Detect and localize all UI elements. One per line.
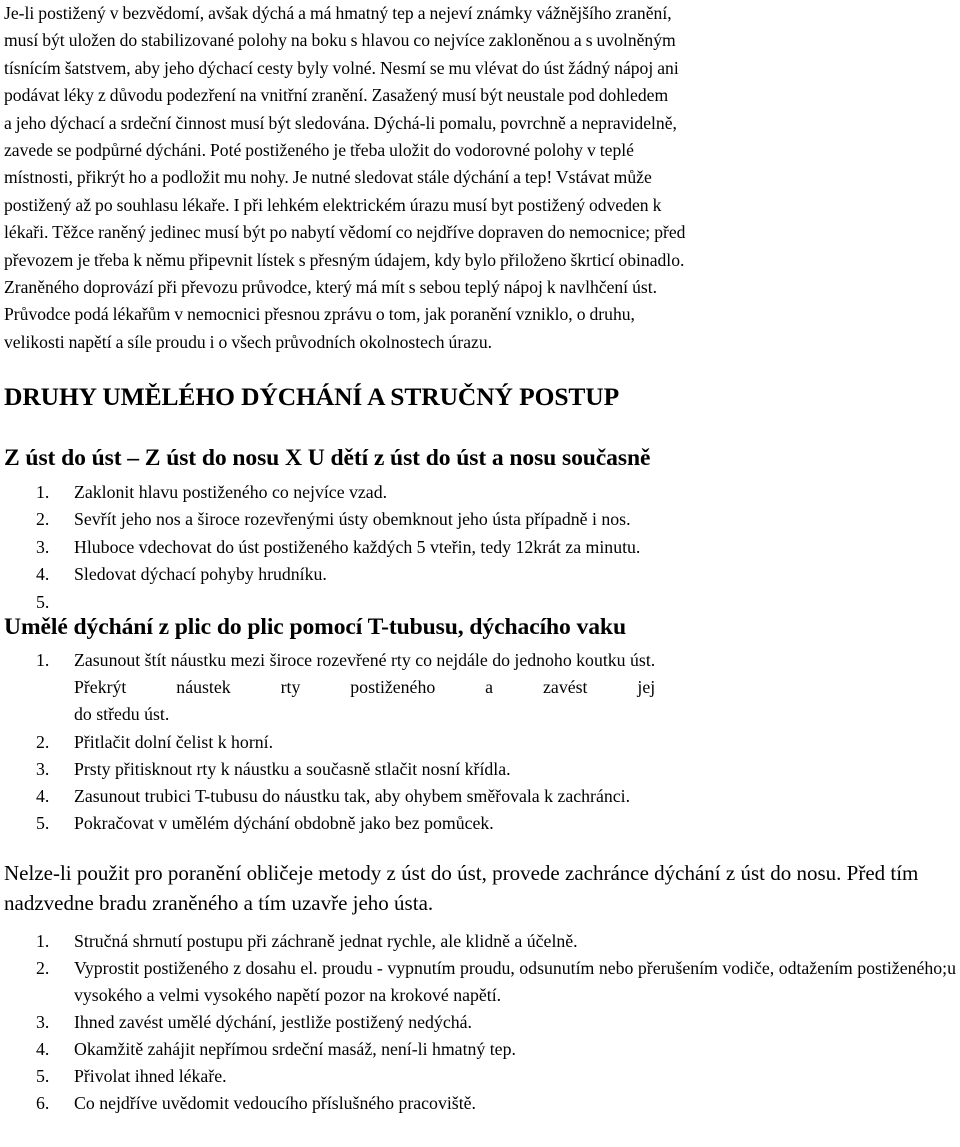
item-text: Co nejdříve uvědomit vedoucího příslušného pracoviště. [74,1093,476,1113]
intro-line: lékaři. Těžce raněný jedinec musí být po nabytí vědomí co nejdříve dopraven do nemocnice; před [4,222,686,243]
list-item [0,1036,960,1063]
item-number: 1. [36,931,50,951]
item-number: 1. [36,482,50,502]
list-item [0,783,659,810]
item-number: 2. [36,958,50,978]
mouth-to-mouth-heading: Z úst do úst – Z úst do nosu X U dětí z úst do úst a nosu současně [4,445,651,471]
list-item [0,506,644,533]
list-item [0,729,659,756]
intro-paragraph [0,0,960,356]
intro-line: zavede se podpůrné dýcháni. Poté postiženého je třeba uložit do vodorovné polohy v teplé [4,140,634,161]
intro-line: převozem je třeba k němu připevnit lístek s přesným údajem, kdy bylo přiloženo škrticí obinadlo. [4,249,685,270]
item-text: Okamžitě zahájit nepřímou srdeční masáž, není-li hmatný tep. [74,1039,516,1059]
intro-line: a jeho dýchací a srdeční činnost musí být sledována. Dýchá-li pomalu, povrchně a nepravidelně, [4,112,677,133]
list-item [0,756,659,783]
item-text: Hluboce vdechovat do úst postiženého každých 5 vteřin, tedy 12krát za minutu. [74,536,641,557]
list-item [0,955,960,1009]
item-text: Zasunout trubici T-tubusu do náustku tak, aby ohybem směřovala k zachránci. [74,786,631,807]
list-item [0,928,960,955]
list-item [0,561,644,588]
item-text: Sledovat dýchací pohyby hrudníku. [74,564,327,585]
list-item [0,1090,960,1117]
intro-line: místnosti, přikrýt ho a podložit mu nohy. Je nutné sledovat stále dýchání a tep! Vstávat může [4,167,652,188]
item-text: Vyprostit postiženého z dosahu el. proudu - vypnutím proudu, odsunutím nebo přerušením vodiče, odtažením postiženého;u vysokého a velmi vysokého napětí pozor na krokové napětí. [74,958,956,1005]
item-number: 6. [36,1093,50,1113]
mouth-to-nose-paragraph: Nelze-li použit pro poranění obličeje metody z úst do úst, provede zachránce dýchání z úst do nosu. Před tím nadzvedne bradu zraněného a tím uzavře jeho ústa. [4,861,919,915]
item-number: 2. [36,731,50,752]
list-item [0,647,659,729]
item-text: Přitlačit dolní čelist k horní. [74,731,274,752]
t-tube-heading: Umělé dýchání z plic do plic pomocí T-tubusu, dýchacího vaku [4,614,626,640]
intro-line: postižený až po souhlasu lékaře. I při lehkém elektrickém úrazu musí byt postižený odveden k [4,194,662,215]
item-number: 5. [36,813,50,834]
summary-steps [0,928,960,1117]
intro-line: velikosti napětí a síle proudu i o všech průvodních okolnostech úrazu. [4,331,493,352]
item-text: Ihned zavést umělé dýchání, jestliže postižený nedýchá. [74,1012,472,1032]
intro-line: musí být uložen do stabilizované polohy na boku s hlavou co nejvíce zakloněnou a s uvolněným [4,30,676,51]
item-number: 4. [36,564,50,585]
item-number: 5. [36,591,50,612]
intro-line: podávat léky z důvodu podezření na vnitřní zranění. Zasažený musí být neustale pod dohledem [4,85,669,106]
t-tube-steps [0,647,659,837]
list-item [0,479,644,506]
item-text: Zasunout štít náustku mezi široce rozevřené rty co nejdále do jednoho koutku úst. [74,650,656,670]
item-number: 3. [36,1012,50,1032]
item-text: Překrýt náustek rty postiženého a zavést jej [74,677,656,698]
item-text: Zaklonit hlavu postiženého co nejvíce vzad. [74,482,388,502]
intro-line: tísnícím šatstvem, aby jeho dýchací cesty byly volné. Nesmí se mu vlévat do úst žádný nápoj ani [4,57,679,78]
list-item [0,1063,960,1090]
item-number: 2. [36,509,50,530]
item-text: Pokračovat v umělém dýchání obdobně jako bez pomůcek. [74,813,494,834]
list-item [0,589,644,616]
item-number: 3. [36,536,50,557]
item-number: 1. [36,650,50,670]
item-number: 5. [36,1066,50,1086]
item-text: Prsty přitisknout rty k náustku a současně stlačit nosní křídla. [74,758,511,779]
intro-line: Je-li postižený v bezvědomí, avšak dýchá a má hmatný tep a nejeví známky vážnějšího zranění, [4,3,672,23]
item-text: do středu úst. [74,704,170,725]
intro-line: Zraněného doprovází při převozu průvodce, který má mít s sebou teplý nápoj k navlhčení úst. [4,277,657,298]
mouth-to-mouth-steps [0,479,644,616]
item-number: 4. [36,1039,50,1059]
list-item [0,810,659,837]
item-text: Přivolat ihned lékaře. [74,1066,227,1086]
intro-line: Průvodce podá lékařům v nemocnici přesnou zprávu o tom, jak poranění vzniklo, o druhu, [4,304,635,325]
item-text: Sevřít jeho nos a široce rozevřenými ústy obemknout jeho ústa případně i nos. [74,509,631,530]
item-text: Stručná shrnutí postupu při záchraně jednat rychle, ale klidně a účelně. [74,931,578,951]
list-item [0,1009,960,1036]
item-number: 4. [36,786,50,807]
item-number: 3. [36,758,50,779]
list-item [0,534,644,561]
main-heading: DRUHY UMĚLÉHO DÝCHÁNÍ A STRUČNÝ POSTUP [4,382,620,411]
